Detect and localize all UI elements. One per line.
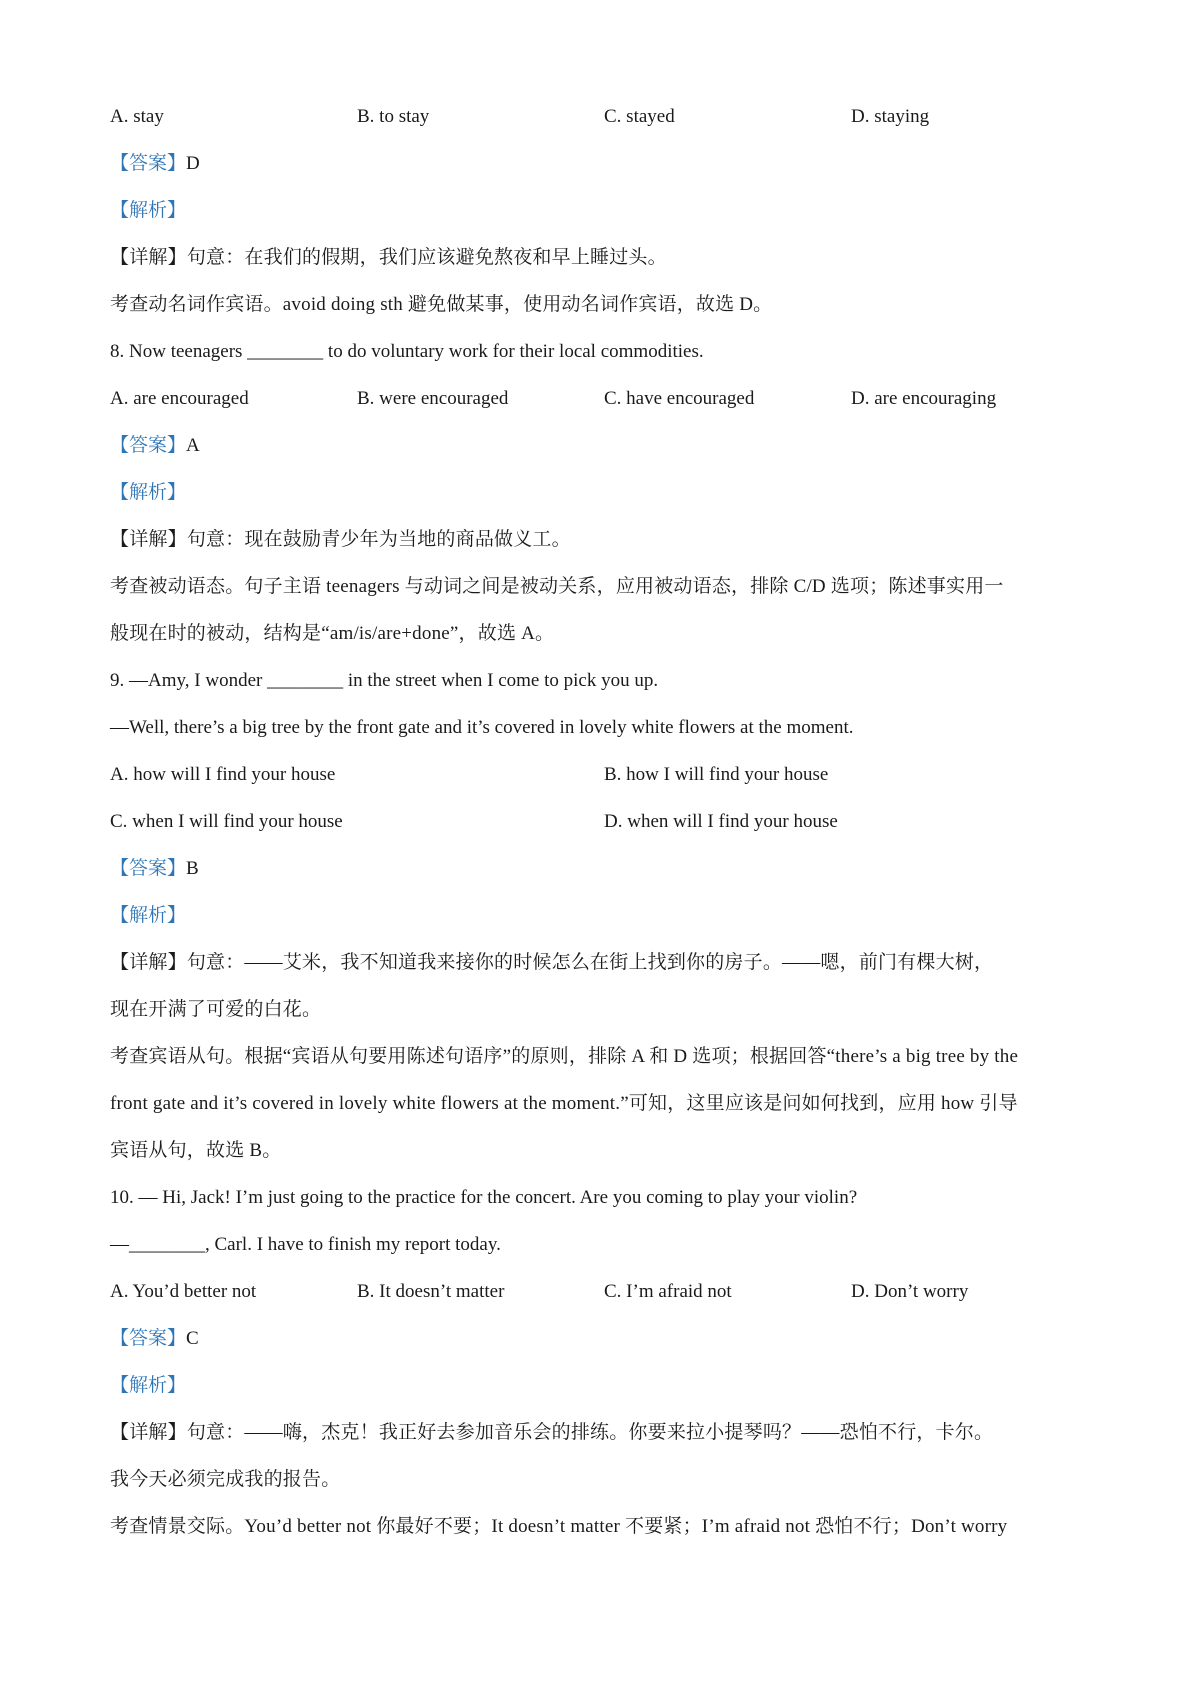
q7-explain-line: 考查动名词作宾语。avoid doing sth 避免做某事，使用动名词作宾语，故选 D。 xyxy=(110,294,773,315)
q9-option-d: D. when will I find your house xyxy=(604,811,838,832)
detail-label: 【详解】 xyxy=(110,529,187,550)
detail-label: 【详解】 xyxy=(110,247,187,268)
analysis-label: 【解析】 xyxy=(110,482,187,503)
q8-option-c: C. have encouraged xyxy=(604,388,755,409)
q8-option-b: B. were encouraged xyxy=(357,388,509,409)
q9-option-c: C. when I will find your house xyxy=(110,811,343,832)
q9-detail xyxy=(110,950,1100,976)
q10-answer xyxy=(110,1326,1100,1352)
detail-text: 句意：在我们的假期，我们应该避免熬夜和早上睡过头。 xyxy=(186,247,667,268)
analysis-label: 【解析】 xyxy=(110,1375,187,1396)
q7-option-d: D. staying xyxy=(851,106,930,127)
q8-question: 8. Now teenagers ________ to do voluntary work for their local commodities. xyxy=(110,341,704,362)
q8-option-a: A. are encouraged xyxy=(110,388,249,409)
q7-option-b: B. to stay xyxy=(357,106,430,127)
q10-detail xyxy=(110,1420,1100,1446)
q8-detail xyxy=(110,527,1100,553)
q10-option-c: C. I’m afraid not xyxy=(604,1281,732,1302)
q7-analysis-label xyxy=(110,198,1100,224)
analysis-label: 【解析】 xyxy=(110,200,187,221)
q9-reply: —Well, there’s a big tree by the front gate and it’s covered in lovely white flowers at the moment. xyxy=(110,717,854,738)
answer-label: 【答案】 xyxy=(110,435,187,456)
q7-detail xyxy=(110,245,1100,271)
q10-option-d: D. Don’t worry xyxy=(851,1281,969,1302)
detail-label: 【详解】 xyxy=(110,1422,187,1443)
analysis-label: 【解析】 xyxy=(110,905,187,926)
q8-analysis-label xyxy=(110,480,1100,506)
q7-option-c: C. stayed xyxy=(604,106,675,127)
q10-option-b: B. It doesn’t matter xyxy=(357,1281,505,1302)
q9-explain-line: front gate and it’s covered in lovely white flowers at the moment.”可知，这里应该是问如何找到，应用 how 引导 xyxy=(110,1093,1018,1114)
q9-option-b: B. how I will find your house xyxy=(604,764,829,785)
q10-question: 10. — Hi, Jack! I’m just going to the practice for the concert. Are you coming to play your violin? xyxy=(110,1187,858,1208)
detail-text: 句意：现在鼓励青少年为当地的商品做义工。 xyxy=(186,529,571,550)
q7-answer xyxy=(110,151,1100,177)
detail-text: 句意：——艾米，我不知道我来接你的时候怎么在街上找到你的房子。——嗯，前门有棵大树， xyxy=(186,952,994,973)
answer-value: C xyxy=(186,1328,199,1349)
q9-detail-line: 现在开满了可爱的白花。 xyxy=(110,999,322,1020)
q10-explain-line: 考查情景交际。You’d better not 你最好不要；It doesn’t matter 不要紧；I’m afraid not 恐怕不行；Don’t worry xyxy=(110,1516,1008,1537)
answer-value: B xyxy=(186,858,199,879)
q10-detail-line: 我今天必须完成我的报告。 xyxy=(110,1469,341,1490)
q8-option-d: D. are encouraging xyxy=(851,388,997,409)
detail-text: 句意：——嗨，杰克！我正好去参加音乐会的排练。你要来拉小提琴吗？——恐怕不行，卡尔。 xyxy=(186,1422,994,1443)
q10-reply: —________, Carl. I have to finish my report today. xyxy=(110,1234,501,1255)
answer-value: D xyxy=(186,153,200,174)
answer-label: 【答案】 xyxy=(110,153,187,174)
q9-explain-line: 宾语从句，故选 B。 xyxy=(110,1140,282,1161)
answer-label: 【答案】 xyxy=(110,858,187,879)
q10-option-a: A. You’d better not xyxy=(110,1281,257,1302)
detail-label: 【详解】 xyxy=(110,952,187,973)
q9-explain-line: 考查宾语从句。根据“宾语从句要用陈述句语序”的原则，排除 A 和 D 选项；根据回答“there’s a big tree by the xyxy=(110,1046,1019,1067)
answer-value: A xyxy=(186,435,200,456)
q8-answer xyxy=(110,433,1100,459)
q9-question: 9. —Amy, I wonder ________ in the street when I come to pick you up. xyxy=(110,670,659,691)
q9-analysis-label xyxy=(110,903,1100,929)
q9-option-a: A. how will I find your house xyxy=(110,764,336,785)
answer-label: 【答案】 xyxy=(110,1328,187,1349)
q8-explain-line: 般现在时的被动，结构是“am/is/are+done”，故选 A。 xyxy=(110,623,555,644)
q9-answer xyxy=(110,856,1100,882)
q8-explain-line: 考查被动语态。句子主语 teenagers 与动词之间是被动关系，应用被动语态，排除 C/D 选项；陈述事实用一 xyxy=(110,576,1004,597)
q10-analysis-label xyxy=(110,1373,1100,1399)
q7-option-a: A. stay xyxy=(110,106,164,127)
